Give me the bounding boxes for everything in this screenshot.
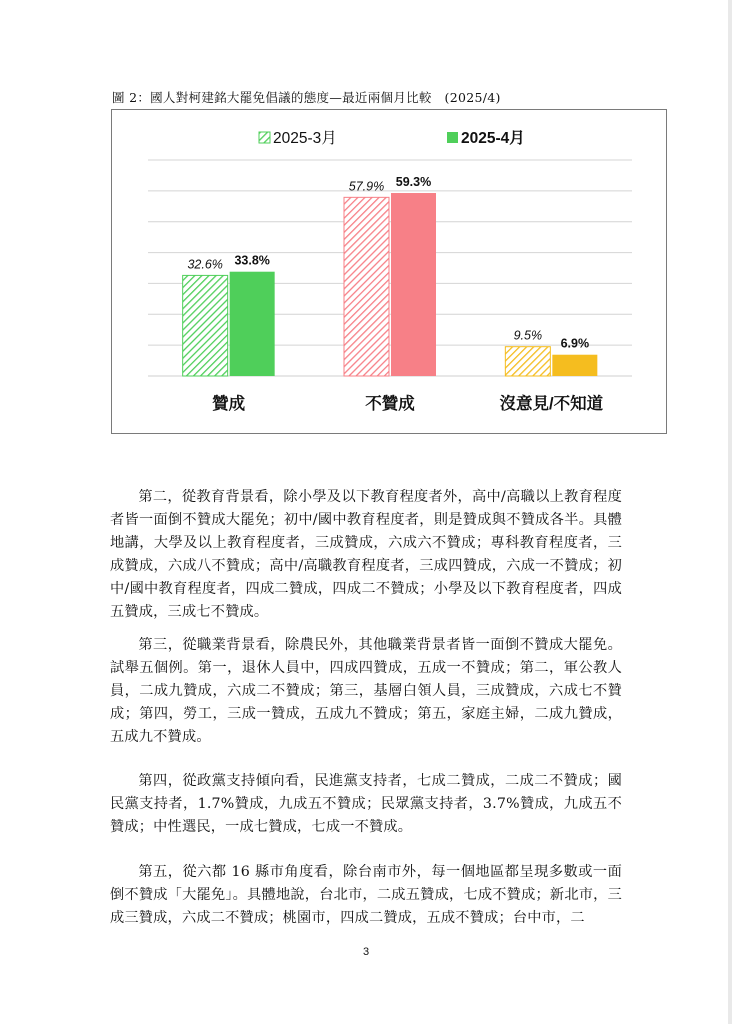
bar-apr-0	[230, 272, 275, 376]
legend-swatch	[447, 132, 458, 143]
chart-legend	[259, 129, 525, 147]
data-label: 32.6%	[187, 257, 223, 272]
paragraph-region: 第五，從六都 16 縣市角度看，除台南市外，每一個地區都呈現多數或一面倒不贊成「大罷免」。具體地說，台北市，二成五贊成，七成不贊成；新北市，三成三贊成，六成二不贊成；桃園市，四成二贊成，五成不贊成；台中市，二	[110, 864, 622, 926]
bar-mar-2	[505, 347, 550, 376]
paragraph-education: 第二，從教育背景看，除小學及以下教育程度者外，高中/高職以上教育程度者皆一面倒不贊成大罷免；初中/國中教育程度者，則是贊成與不贊成各半。具體地講，大學及以上教育程度者，三成贊成，六成六不贊成；專科教育程度者，三成贊成，六成八不贊成；高中/高職教育程度者，三成四贊成，六成一不贊成；初中/國中教育程度者，四成二贊成，四成二不贊成；小學及以下教育程度者，四成五贊成，三成七不贊成。	[110, 489, 622, 620]
legend-label: 2025-4月	[461, 130, 525, 147]
figure-title: 圖 2：國人對柯建銘大罷免倡議的態度—最近兩個月比較 (2025/4)	[112, 90, 501, 105]
bar-mar-1	[344, 197, 389, 376]
chart-frame	[111, 109, 667, 434]
bar-apr-2	[552, 355, 597, 376]
chart-bars	[183, 193, 598, 376]
data-label: 33.8%	[234, 253, 270, 268]
data-label: 57.9%	[348, 179, 385, 194]
category-label: 贊成	[212, 395, 246, 413]
page-edge	[728, 0, 732, 1024]
data-label: 6.9%	[560, 336, 590, 351]
category-label: 不贊成	[365, 395, 415, 413]
legend-label: 2025-3月	[273, 130, 337, 147]
category-label: 沒意見/不知道	[499, 395, 604, 413]
paragraph-party: 第四，從政黨支持傾向看，民進黨支持者，七成二贊成，二成二不贊成；國民黨支持者，1.7%贊成，九成五不贊成；民眾黨支持者，3.7%贊成，九成五不贊成；中性選民，一成七贊成，七成一不贊成。	[110, 773, 622, 835]
page-number: 3	[362, 946, 370, 958]
bar-mar-0	[183, 275, 228, 376]
bar-chart	[112, 110, 666, 433]
paragraph-occupation: 第三，從職業背景看，除農民外，其他職業背景者皆一面倒不贊成大罷免。試舉五個例。第一，退休人員中，四成四贊成，五成一不贊成；第二，軍公教人員，二成九贊成，六成二不贊成；第三，基層白領人員，三成贊成，六成七不贊成；第四，勞工，三成一贊成，五成九不贊成；第五，家庭主婦，二成九贊成，五成九不贊成。	[110, 637, 622, 745]
data-label: 9.5%	[513, 328, 543, 343]
data-label: 59.3%	[395, 175, 432, 190]
legend-swatch	[259, 132, 270, 143]
bar-apr-1	[391, 193, 436, 376]
